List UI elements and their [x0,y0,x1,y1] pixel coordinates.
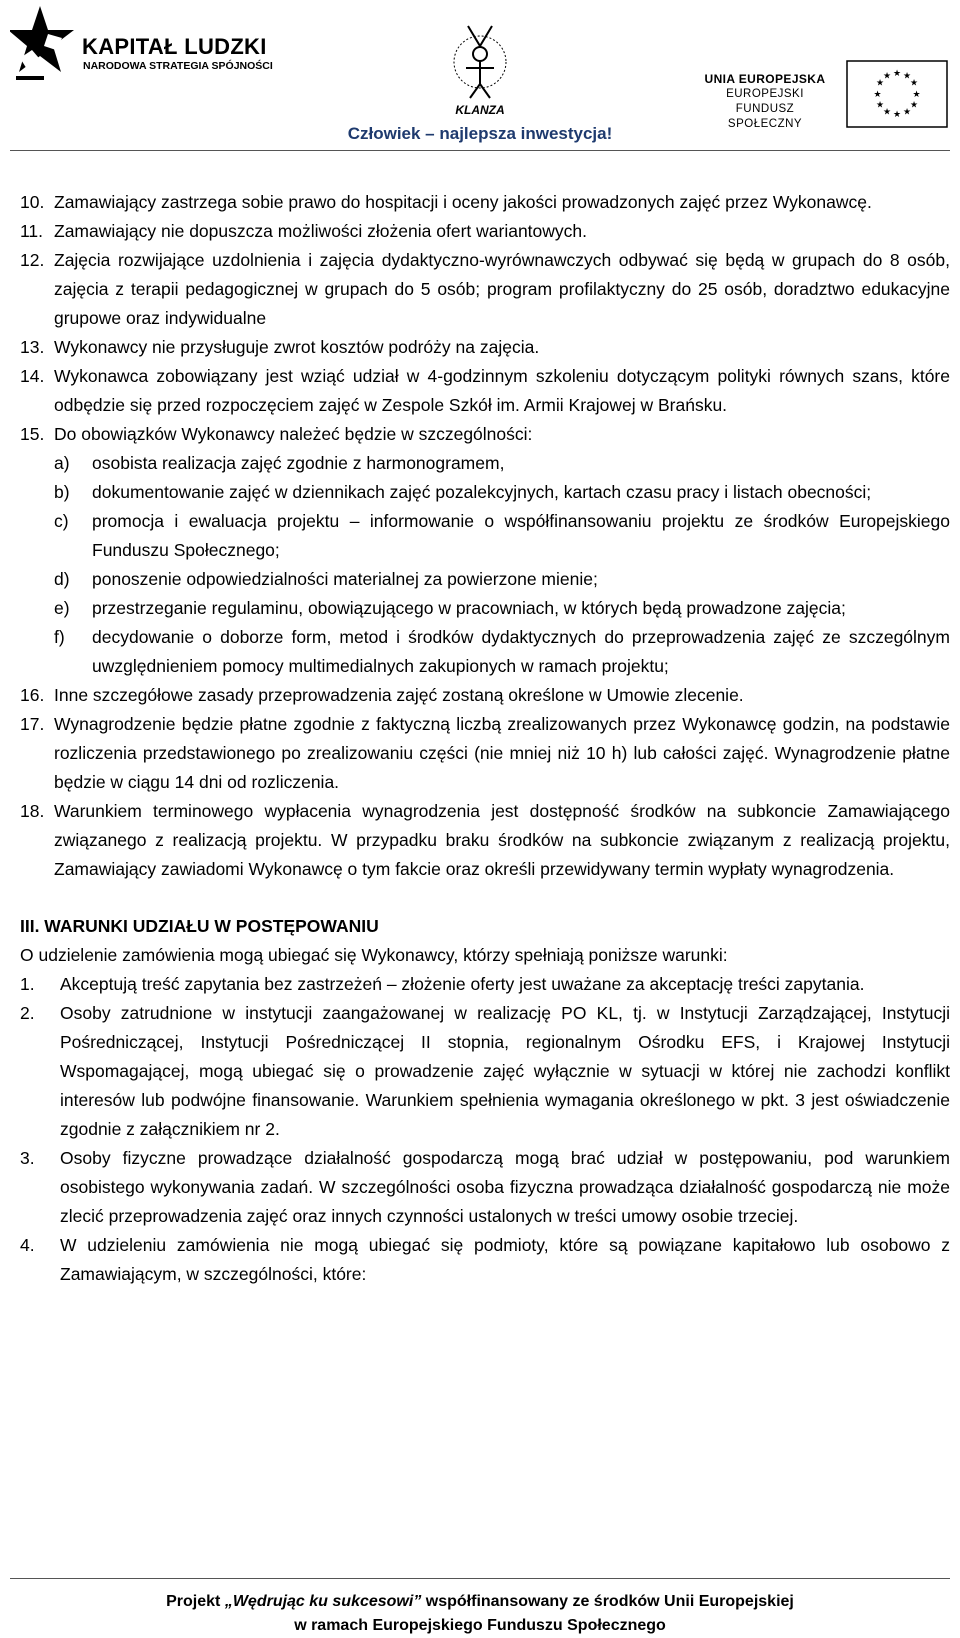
conditions-list [20,188,950,449]
page-footer [0,1590,960,1638]
svg-text:★: ★ [882,107,892,118]
list-item-text: Wynagrodzenie będzie płatne zgodnie z faktyczną liczbą zrealizowanych przez Wykonawcę godzin, na podstawie rozliczenia przedstawionego po zrealizowaniu części (nie mniej niż 10 h) lub całości zajęć. Wynagrodzenie płatne będzie w ciągu 14 dni od rozliczenia. [54,714,950,792]
slogan: Człowiek – najlepsza inwestycja! [347,124,613,143]
footer-prefix: Projekt [166,1593,225,1610]
list-item [20,681,950,710]
footer-line-2: w ramach Europejskiego Funduszu Społecznego [294,1617,666,1634]
list-item-number: 17. [20,714,45,734]
list-item-number: 16. [20,685,45,705]
list-item-number: 1. [20,974,35,994]
klanza-logo [440,18,520,118]
svg-text:★: ★ [912,90,921,100]
eu-line-2: EUROPEJSKI [726,88,804,100]
list-item-number: d) [54,569,70,589]
eu-logo [700,60,950,130]
list-item [20,478,950,507]
list-item [20,333,950,362]
list-item-number: 11. [20,221,44,241]
list-item-number: 2. [20,1003,35,1023]
list-item [20,710,950,797]
obligations-sublist [20,449,950,681]
svg-text:★: ★ [909,100,919,111]
page-header [0,0,960,150]
list-item-number: b) [54,482,70,502]
list-item [20,420,950,449]
logo-subtitle: NARODOWA STRATEGIA SPÓJNOŚCI [83,60,273,72]
list-item-number: 10. [20,192,45,212]
list-item-text: Osoby fizyczne prowadzące działalność gospodarczą mogą brać udział w postępowaniu, pod warunkiem osobistego wykonywania zadań. W szczególności osoba fizyczna prowadząca działalność gospodarczą nie może zlecić przeprowadzenia zajęć oraz innych czynności ustalonych w treści umowy osobie trzeciej. [60,1148,950,1226]
kapital-ludzki-logo [10,4,310,84]
participation-conditions-list [20,970,950,1289]
list-item-number: e) [54,598,70,618]
list-item-text: Zajęcia rozwijające uzdolnienia i zajęcia dydaktyczno-wyrównawczych odbywać się będą w grupach do 8 osób, zajęcia z terapii pedagogicznej w grupach do 5 osób; program profilaktyczny do 25 osób, doradztwo edukacyjne grupowe oraz indywidualne [54,250,950,328]
eu-flag-icon [846,60,948,128]
list-item [20,217,950,246]
list-item [20,246,950,333]
list-item-text: Warunkiem terminowego wypłacenia wynagrodzenia jest dostępność środków na subkoncie Zamawiającego związanego z realizacją projektu. W przypadku braku środków na subkoncie związanym z realizacją projektu, Zamawiający zawiadomi Wykonawcę o tym fakcie oraz określi przewidywany termin wypłaty wynagrodzenia. [54,801,950,879]
list-item-text: Wykonawca zobowiązany jest wziąć udział w 4-godzinnym szkoleniu dotyczącym polityki równych szans, które odbędzie się przed rozpoczęciem zajęć w Zespole Szkół im. Armii Krajowej w Brańsku. [54,366,950,415]
list-item [20,507,950,565]
svg-text:★: ★ [902,107,912,118]
footer-divider [10,1578,950,1579]
list-item [20,188,950,217]
svg-text:★: ★ [909,78,919,89]
svg-text:★: ★ [875,100,885,111]
list-item [20,1144,950,1231]
list-item-number: 3. [20,1148,35,1168]
list-item-text: osobista realizacja zajęć zgodnie z harmonogramem, [92,453,505,473]
svg-text:★: ★ [873,90,882,100]
klanza-label: KLANZA [455,103,505,117]
list-item-text: przestrzeganie regulaminu, obowiązującego w pracowniach, w których będą prowadzone zajęcia; [92,598,846,618]
list-item-number: 4. [20,1235,35,1255]
list-item [20,623,950,681]
list-item-text: Osoby zatrudnione w instytucji zaangażowanej w realizację PO KL, tj. w Instytucji Zarządzającej, Instytucji Pośredniczącej, Instytucji Pośredniczącej II stopnia, regionalnym Ośrodku EFS, i Krajowej Instytucji Wspomagającej, mogą ubiegać się o prowadzenie zajęć wyłącznie w sytuacji w której nie zachodzi konflikt interesów lub podwójne finansowanie. Warunkiem spełnienia wymagania określonego w pkt. 3 jest oświadczenie zgodnie z załącznikiem nr 2. [60,1003,950,1139]
list-item [20,970,950,999]
svg-text:★: ★ [875,78,885,89]
list-item-text: Do obowiązków Wykonawcy należeć będzie w szczególności: [54,424,533,444]
list-item-number: f) [54,627,65,647]
list-item-number: 12. [20,250,45,270]
list-item [20,565,950,594]
eu-line-3: FUNDUSZ SPOŁECZNY [727,103,803,130]
list-item-number: 15. [20,424,45,444]
section-intro: O udzielenie zamówienia mogą ubiegać się Wykonawcy, którzy spełniają poniższe warunki: [20,945,728,965]
conditions-list-continued [20,681,950,884]
list-item-number: c) [54,511,69,531]
list-item [20,1231,950,1289]
list-item-text: W udzieleniu zamówienia nie mogą ubiegać się podmioty, które są powiązane kapitałowo lub osobowo z Zamawiającym, w szczególności, które: [60,1235,950,1284]
list-item-text: Zamawiający nie dopuszcza możliwości złożenia ofert wariantowych. [54,221,587,241]
list-item-text: Akceptują treść zapytania bez zastrzeżeń – złożenie oferty jest uważane za akceptację treści zapytania. [60,974,865,994]
list-item-text: decydowanie o doborze form, metod i środków dydaktycznych do przeprowadzenia zajęć ze szczególnym uwzględnieniem pomocy multimedialnych zakupionych w ramach projektu; [92,627,950,676]
svg-text:★: ★ [892,69,902,79]
list-item [20,594,950,623]
svg-text:★: ★ [892,110,902,120]
list-item [20,362,950,420]
list-item [20,999,950,1144]
header-divider [10,150,950,151]
list-item-number: a) [54,453,70,473]
list-item-text: Inne szczegółowe zasady przeprowadzenia zajęć zostaną określone w Umowie zlecenie. [54,685,744,705]
list-item [20,449,950,478]
list-item-text: dokumentowanie zajęć w dziennikach zajęć pozalekcyjnych, kartach czasu pracy i listach obecności; [92,482,872,502]
eu-line-1: UNIA EUROPEJSKA [704,72,826,86]
list-item-text: ponoszenie odpowiedzialności materialnej za powierzone mienie; [92,569,598,589]
section-title: III. WARUNKI UDZIAŁU W POSTĘPOWANIU [20,916,379,936]
footer-suffix: współfinansowany ze środków Unii Europejskiej [421,1593,794,1610]
logo-title: KAPITAŁ LUDZKI [82,34,267,59]
list-item-number: 14. [20,366,45,386]
footer-project-name: „Wędrując ku sukcesowi” [224,1593,422,1610]
list-item-text: promocja i ewaluacja projektu – informowanie o współfinansowaniu projektu ze środków Europejskiego Funduszu Społecznego; [92,511,950,560]
document-body [20,188,950,1289]
list-item-text: Wykonawcy nie przysługuje zwrot kosztów podróży na zajęcia. [54,337,540,357]
list-item-text: Zamawiający zastrzega sobie prawo do hospitacji i oceny jakości prowadzonych zajęć przez Wykonawcę. [54,192,872,212]
kapital-ludzki-star-icon [10,4,76,84]
svg-text:★: ★ [902,71,912,82]
svg-text:★: ★ [882,71,892,82]
list-item-number: 13. [20,337,45,357]
list-item [20,797,950,884]
list-item-number: 18. [20,801,45,821]
